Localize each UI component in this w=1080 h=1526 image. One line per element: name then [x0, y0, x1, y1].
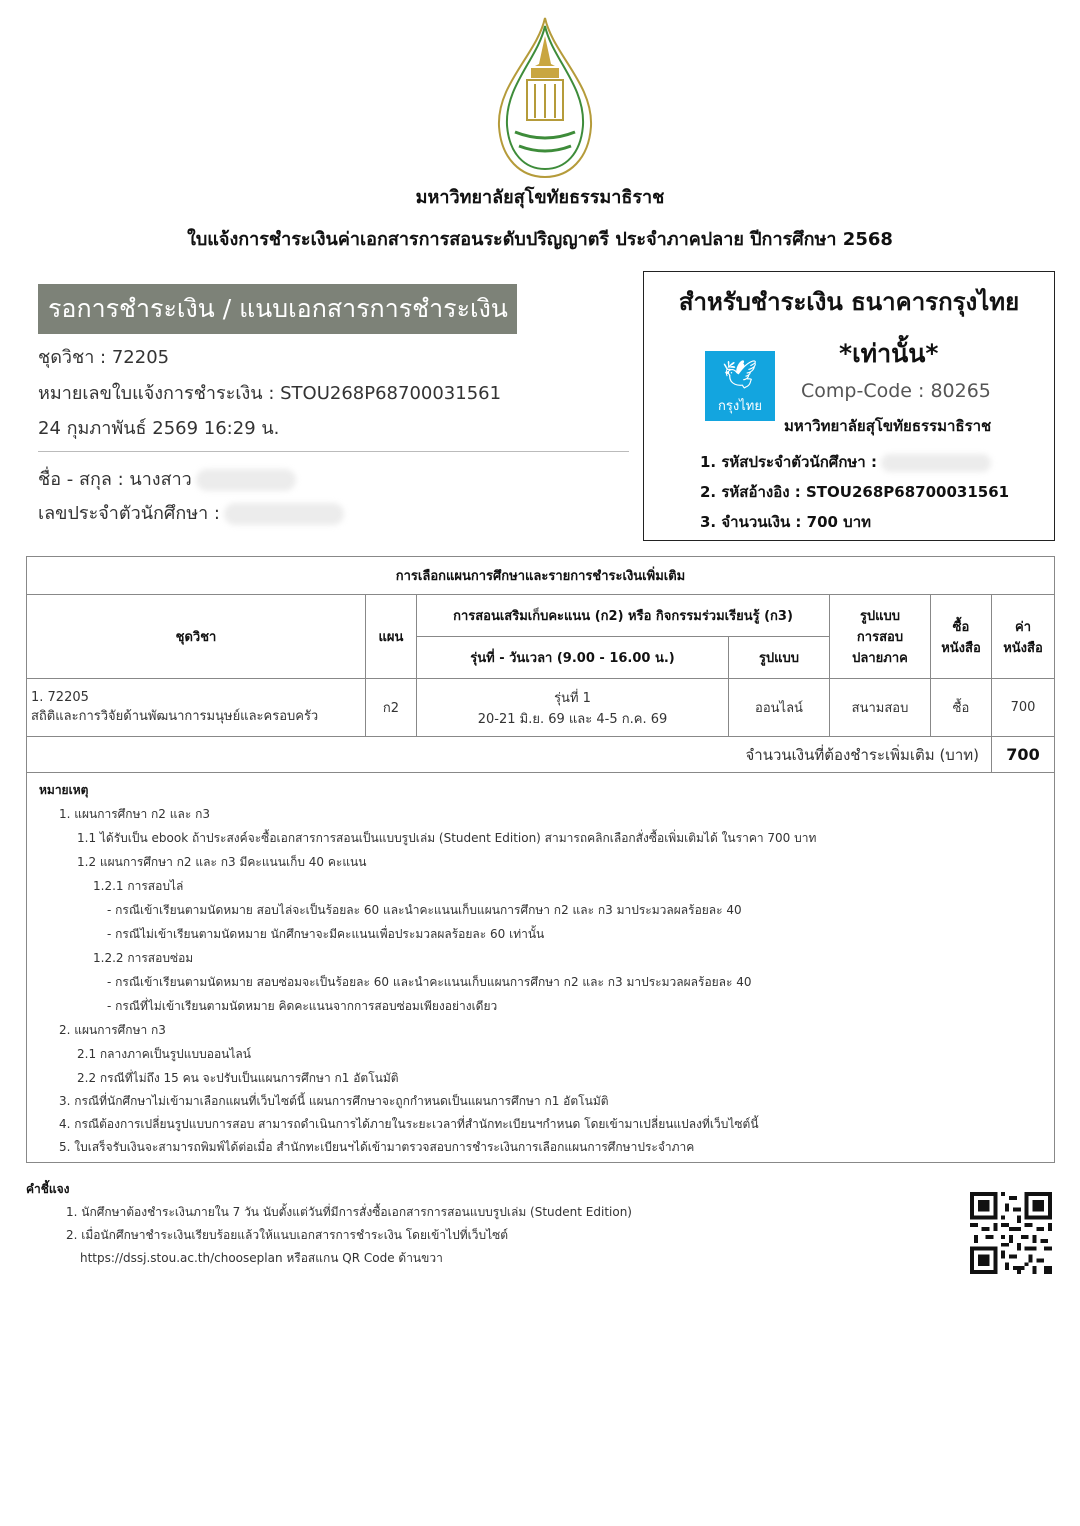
instruction-url[interactable]: https://dssj.stou.ac.th/chooseplan หรือสแกน QR Code ด้านขวา: [80, 1251, 443, 1265]
header-course: ชุดวิชา: [27, 595, 366, 679]
instruction-line: 2. เมื่อนักศึกษาชำระเงินเรียบร้อยแล้วให้แนบเอกสารการชำระเงิน โดยเข้าไปที่เว็บไซต์: [66, 1228, 509, 1242]
university-name: มหาวิทยาลัยสุโขทัยธรรมาธิราช: [415, 187, 665, 208]
bank-logo-text: กรุงไทย: [718, 399, 762, 414]
header-buy-book: ซื้อ หนังสือ: [931, 595, 992, 679]
student-id-label: เลขประจำตัวนักศึกษา :: [38, 503, 220, 524]
comp-code: Comp-Code : 80265: [801, 380, 991, 402]
note-line: 2.1 กลางภาคเป็นรูปแบบออนไลน์: [77, 1047, 251, 1061]
qr-code-icon[interactable]: [970, 1192, 1052, 1274]
university-logo: [495, 14, 595, 179]
exam-cell: สนามสอบ: [830, 679, 931, 737]
header-session: รุ่นที่ - วันเวลา (9.00 - 16.00 น.): [417, 637, 729, 679]
payment-university: มหาวิทยาลัยสุโขทัยธรรมาธิราช: [784, 417, 992, 435]
instructions-title: คำชี้แจง: [26, 1182, 70, 1196]
price-cell: 700: [992, 679, 1055, 737]
notes-box: [26, 772, 1055, 1163]
payment-line-1: 1. รหัสประจำตัวนักศึกษา :: [700, 453, 877, 471]
note-line: 1.2.2 การสอบซ่อม: [93, 951, 194, 965]
course-code: ชุดวิชา : 72205: [38, 347, 170, 368]
payment-line-student-id: [700, 450, 991, 474]
table-row: [27, 679, 1055, 737]
redacted-student-id: [224, 503, 344, 525]
note-line: 1. แผนการศึกษา ก2 และ ก3: [59, 807, 210, 821]
note-line: - กรณีเข้าเรียนตามนัดหมาย สอบซ่อมจะเป็นร้อยละ 60 และนำคะแนนเก็บแผนการศึกษา ก2 และ ก3 มาประมวลผลร้อยละ 40: [107, 975, 752, 989]
student-name-row: [38, 464, 296, 493]
payment-title: สำหรับชำระเงิน ธนาคารกรุงไทย: [678, 288, 1020, 316]
note-line: 5. ใบเสร็จรับเงินจะสามารถพิมพ์ได้ต่อเมื่อ สำนักทะเบียนฯได้เข้ามาตรวจสอบการชำระเงินการเลือกแผนการศึกษาประจำภาค: [59, 1140, 695, 1154]
note-line: 3. กรณีที่นักศึกษาไม่เข้ามาเลือกแผนที่เว็บไซต์นี้ แผนการศึกษาจะถูกกำหนดเป็นแผนการศึกษา ก1 อัตโนมัติ: [59, 1094, 609, 1108]
total-amount: 700: [992, 737, 1055, 773]
plan-table: [26, 556, 1055, 773]
format-cell: ออนไลน์: [729, 679, 830, 737]
session-cell: รุ่นที่ 1 20-21 มิ.ย. 69 และ 4-5 ก.ค. 69: [417, 679, 729, 737]
note-line: 1.2 แผนการศึกษา ก2 และ ก3 มีคะแนนเก็บ 40 คะแนน: [77, 855, 367, 869]
payment-line-reference: 2. รหัสอ้างอิง : STOU268P68700031561: [700, 483, 1010, 501]
note-line: 2. แผนการศึกษา ก3: [59, 1023, 166, 1037]
status-banner: รอการชำระเงิน / แนบเอกสารการชำระเงิน: [38, 284, 517, 334]
invoice-datetime: 24 กุมภาพันธ์ 2569 16:29 น.: [38, 418, 280, 439]
payment-box: [643, 271, 1055, 541]
table-title: การเลือกแผนการศึกษาและรายการชำระเงินเพิ่มเติม: [27, 557, 1055, 595]
note-line: 2.2 กรณีที่ไม่ถึง 15 คน จะปรับเป็นแผนการศึกษา ก1 อัตโนมัติ: [77, 1071, 399, 1085]
buy-cell: ซื้อ: [931, 679, 992, 737]
redacted-name: [196, 469, 296, 491]
plan-cell: ก2: [366, 679, 417, 737]
header-plan: แผน: [366, 595, 417, 679]
header-exam-format: รูปแบบ การสอบ ปลายภาค: [830, 595, 931, 679]
student-id-row: [38, 498, 344, 527]
divider: [38, 451, 629, 452]
document-title: ใบแจ้งการชำระเงินค่าเอกสารการสอนระดับปริญญาตรี ประจำภาคปลาย ปีการศึกษา 2568: [187, 229, 893, 250]
bank-logo: [705, 351, 775, 421]
total-label: จำนวนเงินที่ต้องชำระเพิ่มเติม (บาท): [27, 737, 992, 773]
notes-title: หมายเหตุ: [39, 783, 89, 797]
header-format: รูปแบบ: [729, 637, 830, 679]
instruction-line: 1. นักศึกษาต้องชำระเงินภายใน 7 วัน นับตั้งแต่วันที่มีการสั่งซื้อเอกสารการสอนแบบรูปเล่ม (Student Edition): [66, 1205, 632, 1219]
header-tutoring: การสอนเสริมเก็บคะแนน (ก2) หรือ กิจกรรมร่วมเรียนรู้ (ก3): [417, 595, 830, 637]
payment-only-note: *เท่านั้น*: [839, 339, 939, 368]
note-line: 1.1 ได้รับเป็น ebook ถ้าประสงค์จะซื้อเอกสารการสอนเป็นแบบรูปเล่ม (Student Edition) สามารถคลิกเลือกสั่งซื้อเพิ่มเติมได้ ในราคา 700 บาท: [77, 831, 817, 845]
invoice-number: หมายเลขใบแจ้งการชำระเงิน : STOU268P68700031561: [38, 383, 502, 404]
note-line: - กรณีที่ไม่เข้าเรียนตามนัดหมาย คิดคะแนนจากการสอบซ่อมเพียงอย่างเดียว: [107, 999, 498, 1013]
note-line: 4. กรณีต้องการเปลี่ยนรูปแบบการสอบ สามารถดำเนินการได้ภายในระยะเวลาที่สำนักทะเบียนฯกำหนด โดยเข้ามาเปลี่ยนแปลงที่เว็บไซต์นี้: [59, 1117, 759, 1131]
payment-line-amount: 3. จำนวนเงิน : 700 บาท: [700, 513, 872, 531]
course-cell: 1. 72205 สถิติและการวิจัยด้านพัฒนาการมนุษย์และครอบครัว: [27, 679, 366, 737]
redacted-pay-student-id: [881, 454, 991, 472]
note-line: - กรณีไม่เข้าเรียนตามนัดหมาย นักศึกษาจะมีคะแนนเพื่อประมวลผลร้อยละ 60 เท่านั้น: [107, 927, 545, 941]
note-line: 1.2.1 การสอบไล่: [93, 879, 184, 893]
bank-bird-icon: 🕊: [722, 358, 758, 391]
note-line: - กรณีเข้าเรียนตามนัดหมาย สอบไล่จะเป็นร้อยละ 60 และนำคะแนนเก็บแผนการศึกษา ก2 และ ก3 มาประมวลผลร้อยละ 40: [107, 903, 742, 917]
header-book-price: ค่า หนังสือ: [992, 595, 1055, 679]
student-name-label: ชื่อ - สกุล : นางสาว: [38, 469, 192, 490]
